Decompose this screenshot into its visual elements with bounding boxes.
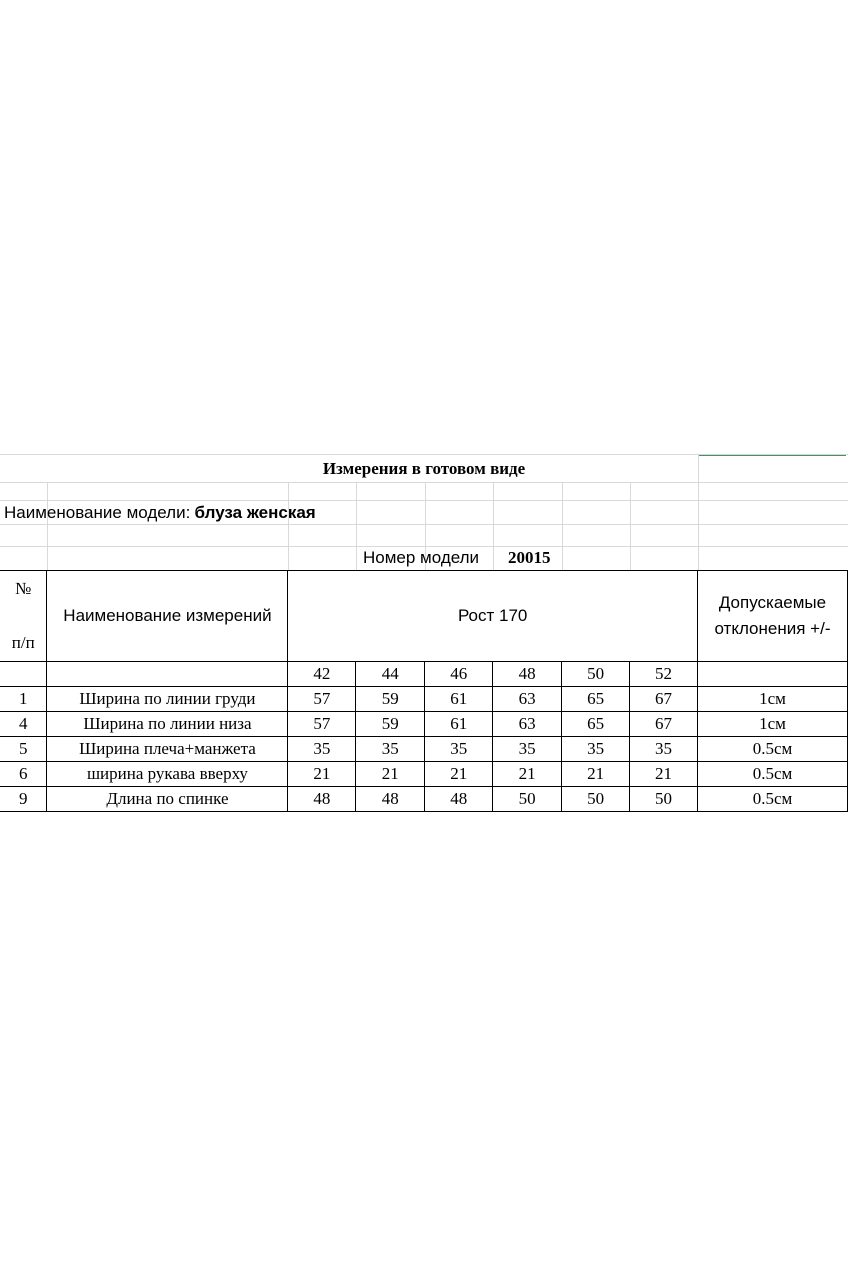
row-tolerance: 1см [697, 687, 847, 712]
table-row [0, 787, 848, 812]
row-value: 65 [562, 712, 630, 737]
row-value: 35 [493, 737, 562, 762]
row-value: 21 [356, 762, 425, 787]
row-value: 67 [630, 687, 698, 712]
header-number-cell [0, 571, 47, 662]
sizes-row [0, 662, 848, 687]
table-row [0, 712, 848, 737]
gridline [47, 482, 48, 570]
row-value: 21 [630, 762, 698, 787]
measurement-table [0, 570, 848, 812]
row-value: 61 [425, 687, 493, 712]
header-tolerance-line1: Допускаемые [718, 593, 827, 612]
gridline [0, 482, 848, 483]
header-height: Рост 170 [288, 571, 698, 662]
row-value: 48 [356, 787, 425, 812]
gridline [0, 500, 848, 501]
row-number: 5 [0, 737, 47, 762]
row-measurement-name: Ширина по линии низа [47, 712, 288, 737]
gridline [493, 482, 494, 570]
row-number: 6 [0, 762, 47, 787]
header-measurement-name: Наименование измерений [47, 571, 288, 662]
row-value: 67 [630, 712, 698, 737]
document-title: Измерения в готовом виде [322, 459, 526, 478]
row-value: 50 [493, 787, 562, 812]
row-value: 63 [493, 687, 562, 712]
row-value: 48 [288, 787, 356, 812]
row-number: 9 [0, 787, 47, 812]
row-value: 35 [425, 737, 493, 762]
gridline [562, 482, 563, 570]
header-number-symbol: № [15, 579, 32, 598]
sizes-blank-cell [47, 662, 288, 687]
model-number-value: 20015 [508, 548, 551, 567]
table-row [0, 737, 848, 762]
gridline [630, 482, 631, 570]
table-row [0, 687, 848, 712]
row-number: 1 [0, 687, 47, 712]
size-cell: 50 [562, 662, 630, 687]
gridline [288, 482, 289, 570]
row-value: 57 [288, 712, 356, 737]
header-tolerance [697, 571, 847, 662]
row-value: 21 [493, 762, 562, 787]
gridline [0, 454, 848, 455]
gridline [0, 524, 848, 525]
row-measurement-name: Длина по спинке [47, 787, 288, 812]
row-value: 21 [425, 762, 493, 787]
model-number-label: Номер модели [363, 548, 480, 567]
row-measurement-name: ширина рукава вверху [47, 762, 288, 787]
row-value: 21 [562, 762, 630, 787]
gridline [0, 546, 848, 547]
row-value: 35 [630, 737, 698, 762]
row-number: 4 [0, 712, 47, 737]
sizes-blank-cell [0, 662, 47, 687]
table-row [0, 762, 848, 787]
row-measurement-name: Ширина плеча+манжета [47, 737, 288, 762]
model-name-value: блуза женская [194, 503, 316, 522]
size-cell: 44 [356, 662, 425, 687]
size-cell: 46 [425, 662, 493, 687]
row-value: 59 [356, 687, 425, 712]
table-header-row [0, 571, 848, 662]
row-value: 50 [630, 787, 698, 812]
size-cell: 42 [288, 662, 356, 687]
row-value: 65 [562, 687, 630, 712]
row-tolerance: 0.5см [697, 787, 847, 812]
gridline [356, 482, 357, 570]
row-measurement-name: Ширина по линии груди [47, 687, 288, 712]
row-value: 57 [288, 687, 356, 712]
row-value: 21 [288, 762, 356, 787]
row-value: 59 [356, 712, 425, 737]
row-value: 63 [493, 712, 562, 737]
row-tolerance: 0.5см [697, 737, 847, 762]
size-cell: 48 [493, 662, 562, 687]
row-value: 48 [425, 787, 493, 812]
row-value: 61 [425, 712, 493, 737]
row-value: 35 [562, 737, 630, 762]
row-tolerance: 0.5см [697, 762, 847, 787]
model-name-label: Наименование модели: [4, 503, 191, 522]
size-cell: 52 [630, 662, 698, 687]
header-number-sub: п/п [11, 633, 35, 652]
row-value: 35 [288, 737, 356, 762]
row-value: 50 [562, 787, 630, 812]
header-tolerance-line2: отклонения +/- [714, 619, 831, 638]
model-name-row [4, 503, 316, 523]
row-tolerance: 1см [697, 712, 847, 737]
row-value: 35 [356, 737, 425, 762]
sizes-blank-cell [697, 662, 847, 687]
